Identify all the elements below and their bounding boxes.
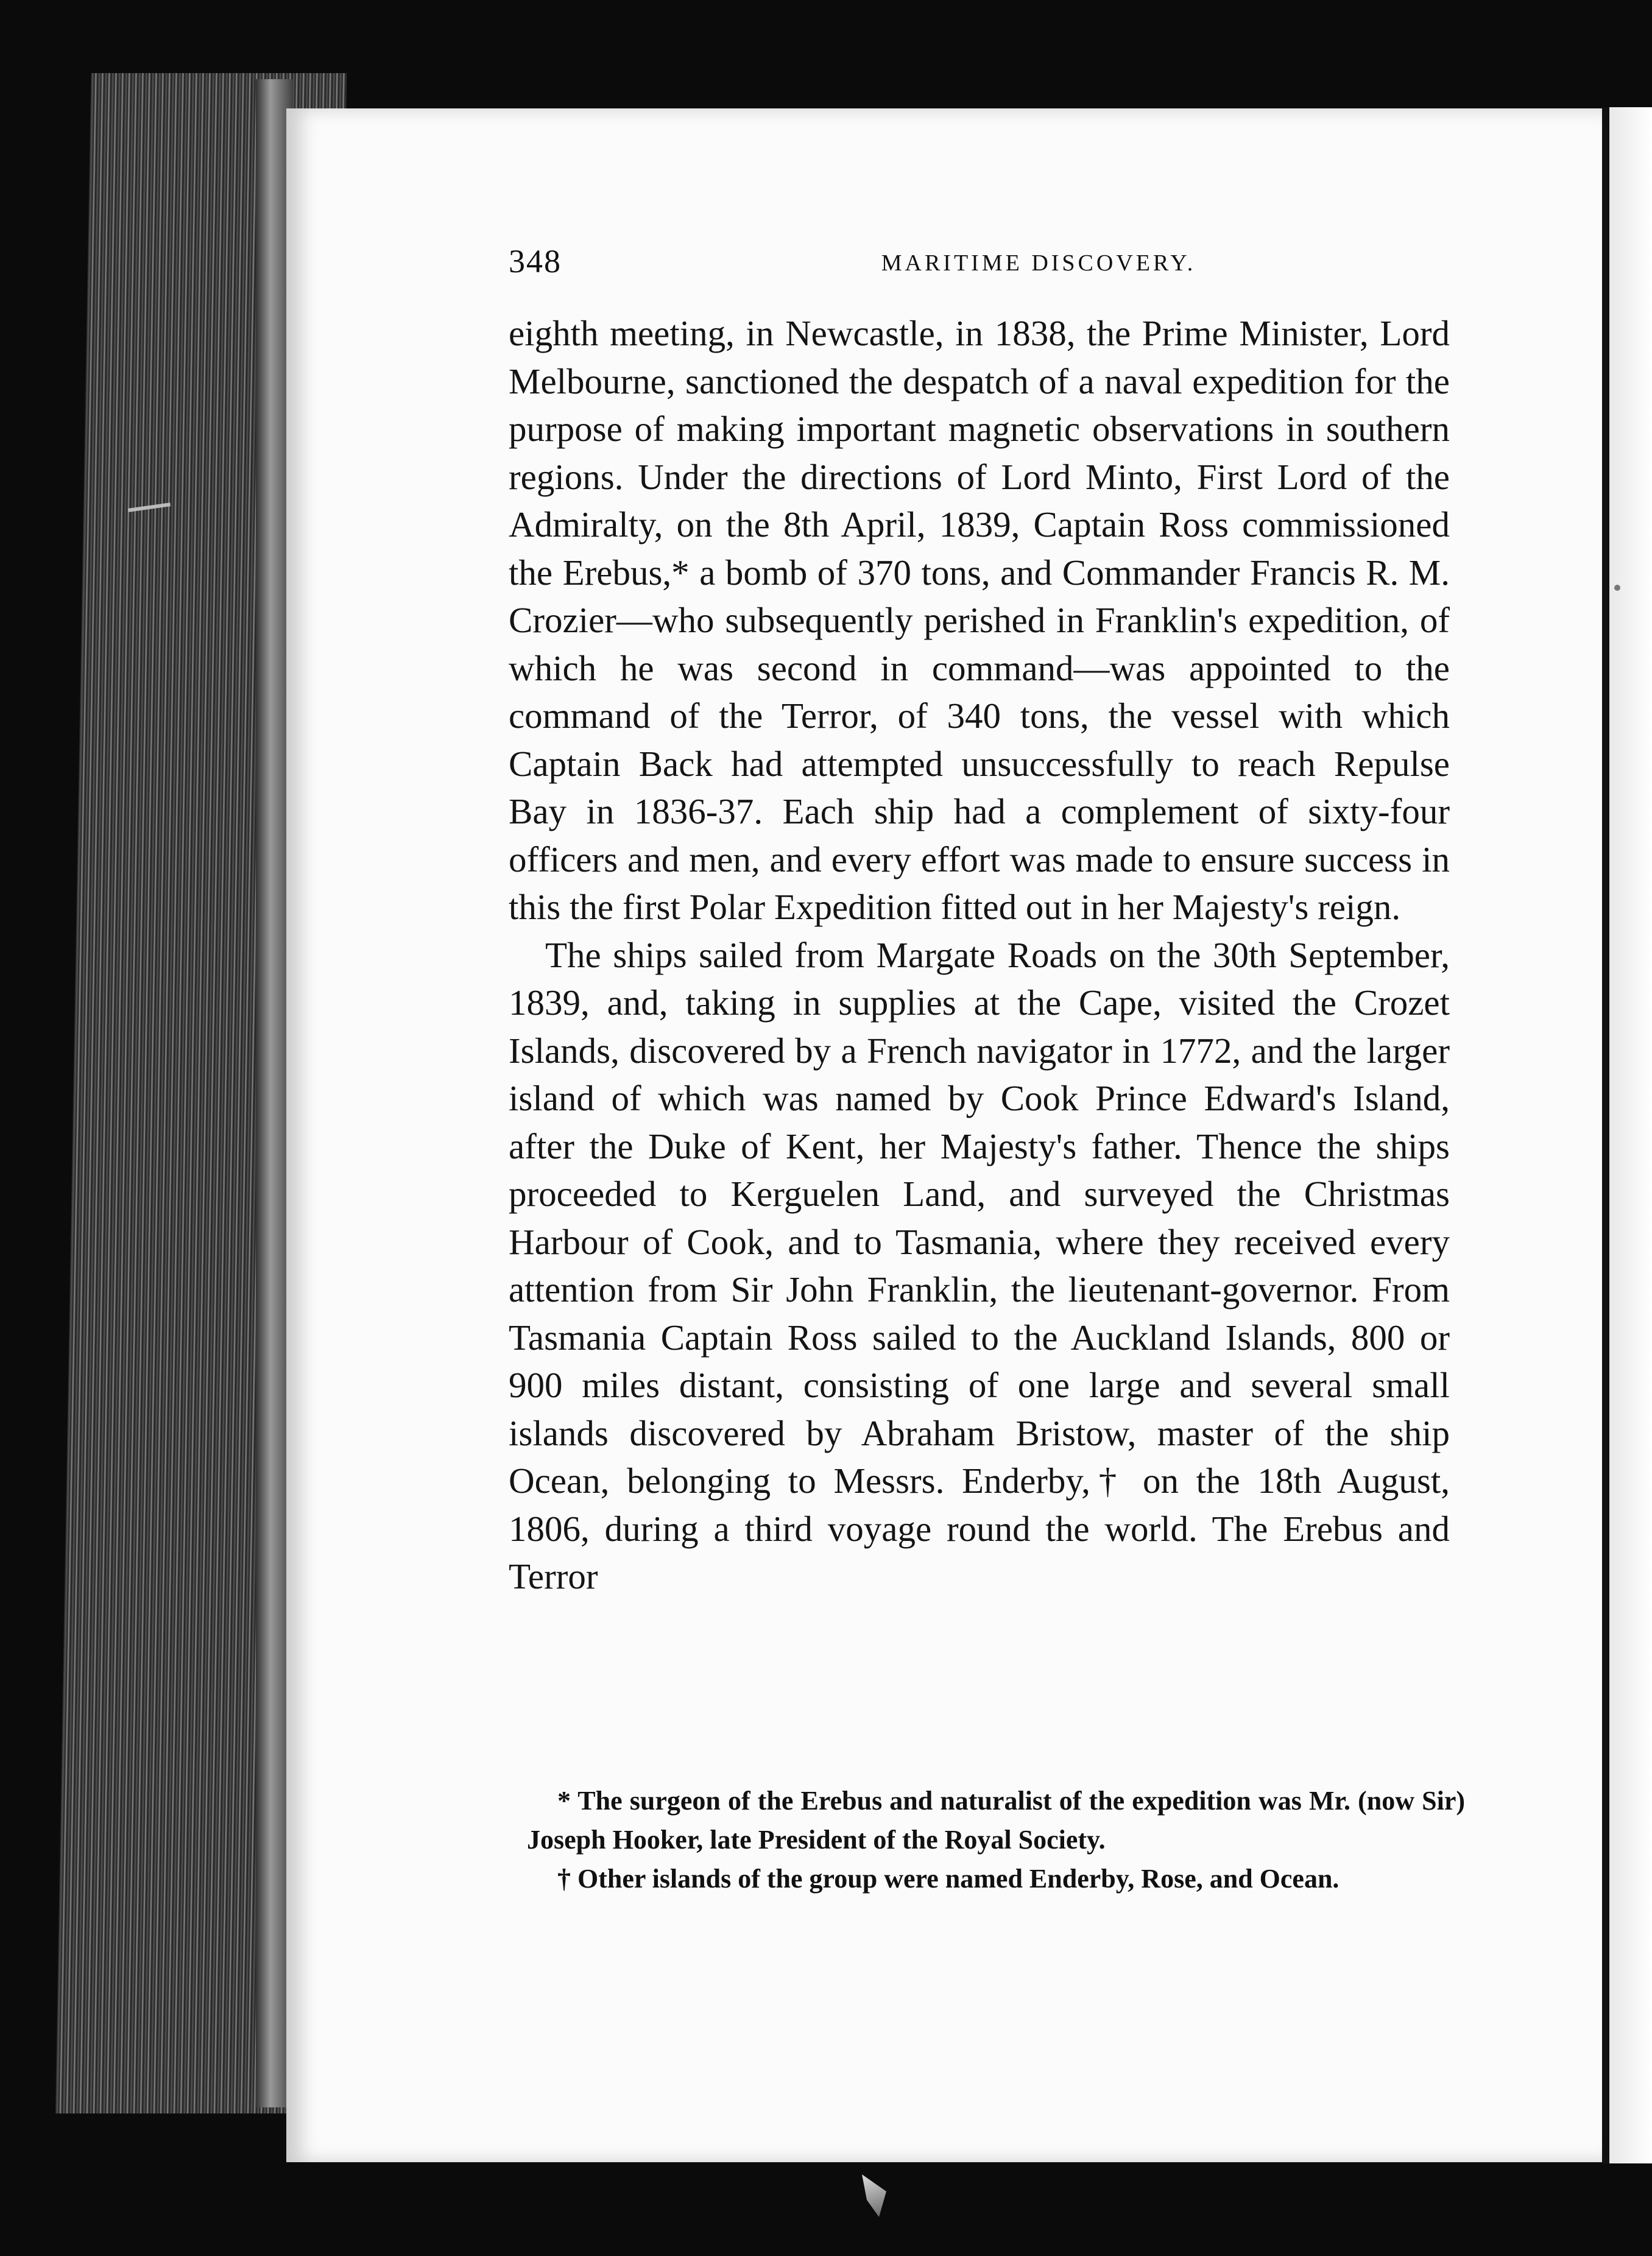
page-number: 348 bbox=[509, 243, 562, 280]
footnote-2: † Other islands of the group were named Enderby, Rose, and Ocean. bbox=[557, 1864, 1340, 1894]
footnote-1: * The surgeon of the Erebus and naturalist of the expedition was Mr. (now Sir) Joseph Hooker, late President of the Royal Society. bbox=[527, 1786, 1465, 1855]
facing-page-edge bbox=[1602, 107, 1652, 2163]
scan-artifact-dot bbox=[1614, 585, 1620, 591]
paragraph-2: The ships sailed from Margate Roads on the 30th September, 1839, and, taking in supplies at the Cape, visited the Crozet Islands, discovered by a French navigator in 1772, and the larger island of which was named by Cook Prince Edward's Island, after the Duke of Kent, her Majesty's father. Thence the ships proceeded to Kerguelen Land, and surveyed the Christmas Harbour of Cook, and to Tasmania, where they received every attention from Sir John Franklin, the lieutenant-governor. From Tasmania Captain Ross sailed to the Auckland Islands, 800 or 900 miles distant, consisting of one large and several small islands discovered by Abraham Bristow, master of the ship Ocean, belonging to Messrs. Enderby,† on the 18th August, 1806, during a third voyage round the world. The Erebus and Terror bbox=[509, 934, 1450, 1596]
footnotes bbox=[527, 1782, 1465, 1898]
page-header bbox=[509, 242, 1477, 291]
body-text bbox=[509, 309, 1450, 1601]
running-title: MARITIME DISCOVERY. bbox=[881, 250, 1196, 276]
scan-artifact-fragment bbox=[862, 2174, 886, 2217]
paragraph-1: eighth meeting, in Newcastle, in 1838, the Prime Minister, Lord Melbourne, sanctioned the despatch of a naval expedition for the purpose of making important magnetic observations in southern regions. Under the directions of Lord Minto, First Lord of the Admiralty, on the 8th April, 1839, Captain Ross commissioned the Erebus,* a bomb of 370 tons, and Commander Francis R. M. Crozier—who subsequently perished in Franklin's expedition, of which he was second in command—was appointed to the command of the Terror, of 340 tons, the vessel with which Captain Back had attempted unsuccessfully to reach Repulse Bay in 1836-37. Each ship had a complement of sixty-four officers and men, and every effort was made to ensure success in this the first Polar Expedition fitted out in her Majesty's reign. bbox=[509, 313, 1450, 927]
